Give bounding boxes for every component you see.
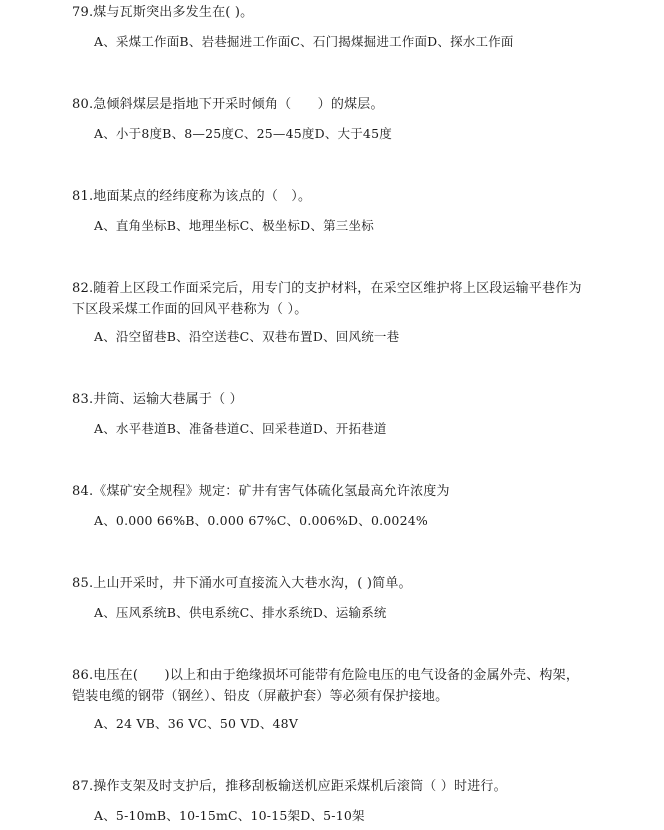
options-84: A、0.000 66%B、0.000 67%C、0.006%D、0.0024% xyxy=(94,513,428,528)
options-83: A、水平巷道B、准备巷道C、回采巷道D、开拓巷道 xyxy=(94,421,387,436)
options-81: A、直角坐标B、地理坐标C、极坐标D、第三坐标 xyxy=(94,218,374,233)
options-82: A、沿空留巷B、沿空送巷C、双巷布置D、回风统一巷 xyxy=(94,329,400,344)
question-80: 80.急倾斜煤层是指地下开采时倾角（ ）的煤层。 xyxy=(72,97,384,112)
question-83: 83.井筒、运输大巷属于（ ） xyxy=(72,392,243,407)
question-87: 87.操作支架及时支护后，推移刮板输送机应距采煤机后滚筒（ ）时进行。 xyxy=(72,779,507,794)
question-85: 85.上山开采时，井下涌水可直接流入大巷水沟，( )简单。 xyxy=(72,576,412,591)
options-87: A、5-10mB、10-15mC、10-15架D、5-10架 xyxy=(94,808,365,823)
options-80: A、小于8度B、8—25度C、25—45度D、大于45度 xyxy=(94,126,392,141)
options-79: A、采煤工作面B、岩巷掘进工作面C、石门揭煤掘进工作面D、探水工作面 xyxy=(94,34,514,49)
options-86: A、24 VB、36 VC、50 VD、48V xyxy=(94,716,299,731)
question-79: 79.煤与瓦斯突出多发生在( )。 xyxy=(72,5,254,20)
options-85: A、压风系统B、供电系统C、排水系统D、运输系统 xyxy=(94,605,387,620)
question-84: 84.《煤矿安全规程》规定：矿井有害气体硫化氢最高允许浓度为 xyxy=(72,484,450,499)
question-82: 82.随着上区段工作面采完后，用专门的支护材料，在采空区维护将上区段运输平巷作为下区段采煤工作面的回风平巷称为（ ）。 xyxy=(72,281,582,317)
question-81: 81.地面某点的经纬度称为该点的（ ）。 xyxy=(72,189,312,204)
question-86: 86.电压在( )以上和由于绝缘损坏可能带有危险电压的电气设备的金属外壳、构架，铠装电缆的钢带（钢丝）、铅皮（屏蔽护套）等必须有保护接地。 xyxy=(72,668,580,704)
